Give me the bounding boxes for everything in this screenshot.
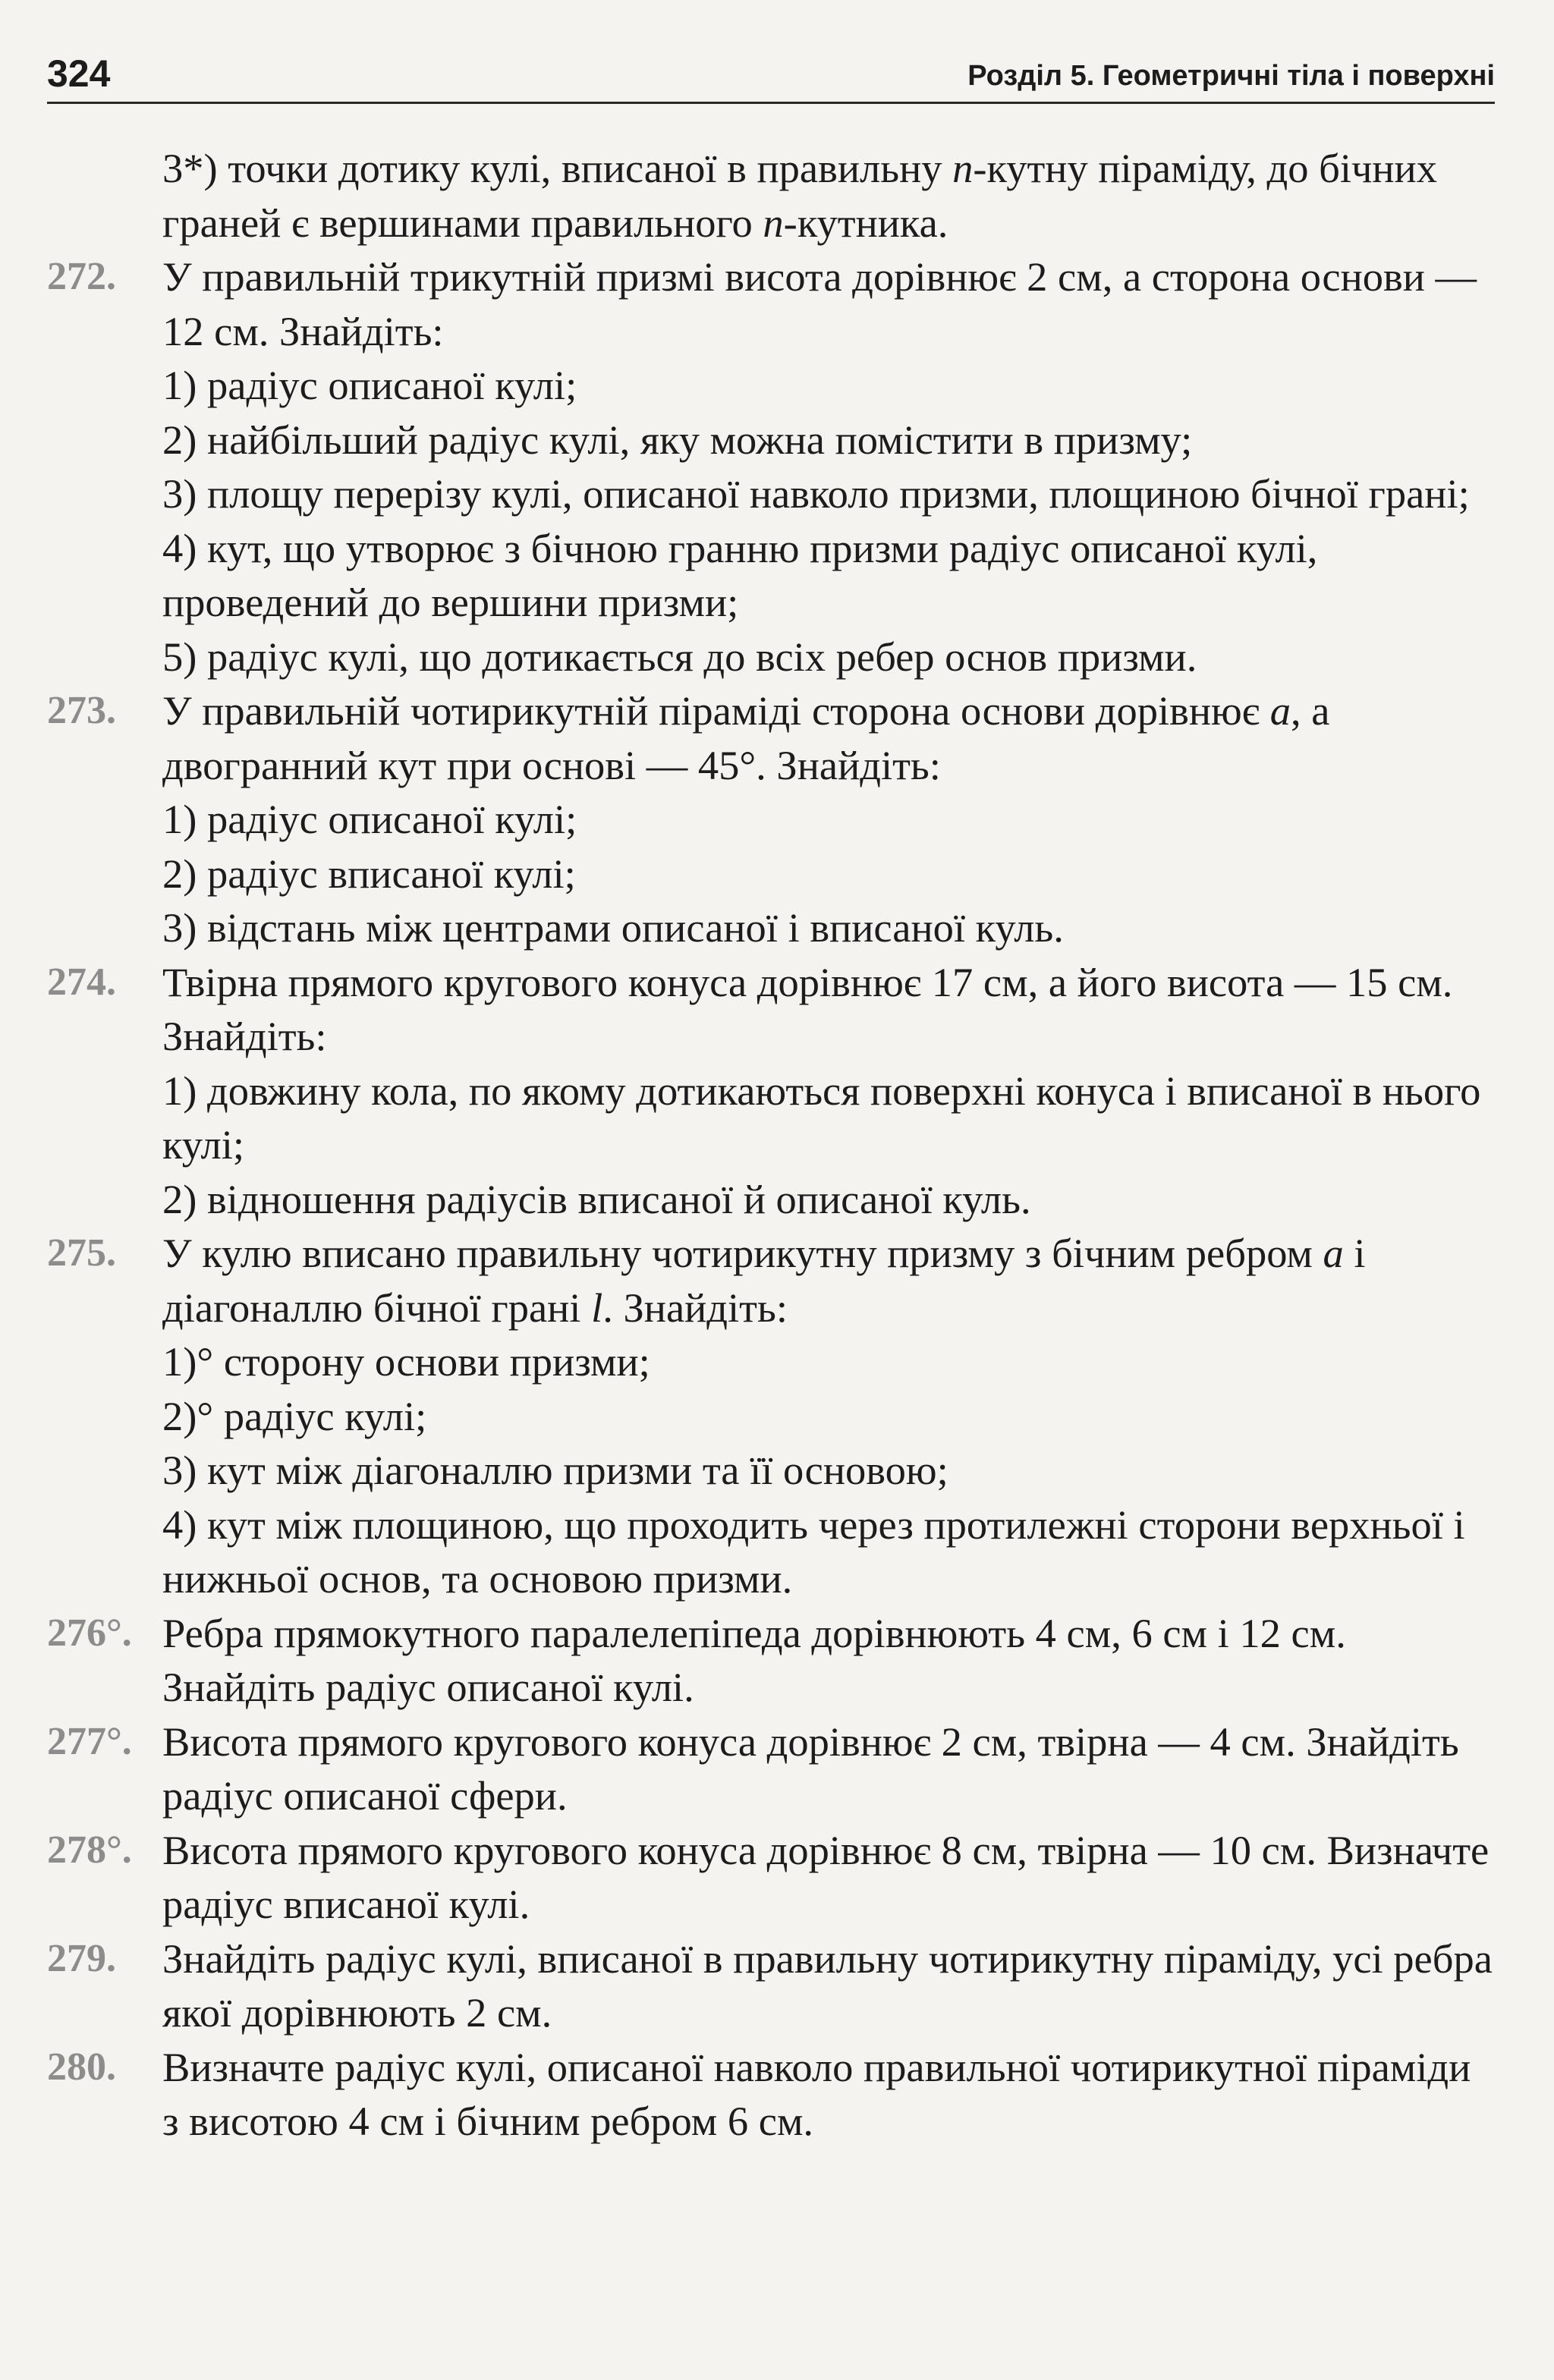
subtask-item: 3) відстань між центрами описаної і вписаної куль. [162, 904, 1064, 951]
subtask-item: 1) радіус описаної кулі; [162, 796, 577, 842]
problem-statement: У кулю вписано правильну чотирикутну призму з бічним ребром a і діагоналлю бічної грані l. Знайдіть: [162, 1230, 1366, 1331]
subtask-item: 3) площу перерізу кулі, описаної навколо призми, площиною бічної грані; [162, 470, 1470, 517]
running-title: Розділ 5. Геометричні тіла і поверхні [967, 60, 1495, 92]
problem-number: 278°. [47, 1828, 132, 1872]
subtask-item: 4) кут між площиною, що проходить через протилежні сторони верхньої і нижньої основ, та основою призми. [162, 1501, 1465, 1602]
problem [47, 955, 1495, 1227]
header-divider [47, 102, 1495, 104]
problem-statement: У правильній трикутній призмі висота дорівнює 2 см, а сторона основи — 12 см. Знайдіть: [162, 253, 1477, 354]
subtask-item: 4) кут, що утворює з бічною гранню призми радіус описаної кулі, проведений до вершини призми; [162, 524, 1318, 625]
subtask-item: 1) радіус описаної кулі; [162, 362, 577, 408]
problem-number: 279. [47, 1936, 116, 1980]
problem-number: 275. [47, 1231, 116, 1275]
subtask-item: 1)° сторону основи призми; [162, 1338, 650, 1385]
problem-number: 273. [47, 689, 116, 732]
problem [47, 2040, 1495, 2149]
problem-statement: Висота прямого кругового конуса дорівнює 8 см, твірна — 10 см. Визначте радіус вписаної кулі. [162, 1826, 1490, 1927]
problem [47, 1932, 1495, 2040]
subtask-item: 2)° радіус кулі; [162, 1392, 427, 1439]
subtask-item: 2) відношення радіусів вписаної й описаної куль. [162, 1175, 1031, 1222]
problem-statement: Твірна прямого кругового конуса дорівнює 17 см, а його висота — 15 см. Знайдіть: [162, 958, 1453, 1059]
problem-statement: Ребра прямокутного паралелепіпеда дорівнюють 4 см, 6 см і 12 см. Знайдіть радіус описаної кулі. [162, 1609, 1346, 1710]
problem-number: 272. [47, 255, 116, 298]
subtask-item: 5) радіус кулі, що дотикається до всіх ребер основ призми. [162, 633, 1197, 680]
problem-statement: Знайдіть радіус кулі, вписаної в правильну чотирикутну піраміду, усі ребра якої дорівнюють 2 см. [162, 1935, 1493, 2036]
problem-number: 280. [47, 2045, 116, 2089]
problem [47, 684, 1495, 955]
page-content [47, 141, 1495, 2149]
subtask-item: 1) довжину кола, по якому дотикаються поверхні конуса і вписаної в нього кулі; [162, 1067, 1481, 1168]
page-header [47, 47, 1495, 100]
problem [47, 1715, 1495, 1823]
problem-statement: У правильній чотирикутній піраміді сторона основи дорівнює a, а двогранний кут при основі — 45°. Знайдіть: [162, 687, 1330, 788]
subtask-item: 3) кут між діагоналлю призми та її основою; [162, 1447, 948, 1493]
continuation-item [47, 141, 1495, 250]
problem [47, 1226, 1495, 1606]
continuation-text: 3*) точки дотику кулі, вписаної в правильну n-кутну піраміду, до бічних граней є вершинами правильного n-кутника. [162, 145, 1437, 246]
problem-statement: Висота прямого кругового конуса дорівнює 2 см, твірна — 4 см. Знайдіть радіус описаної сфери. [162, 1718, 1459, 1819]
problem-number: 274. [47, 960, 116, 1004]
problem [47, 1606, 1495, 1715]
problem-number: 277°. [47, 1719, 132, 1763]
problem-number: 276°. [47, 1611, 132, 1655]
subtask-item: 2) найбільший радіус кулі, яку можна помістити в призму; [162, 416, 1193, 463]
subtask-item: 2) радіус вписаної кулі; [162, 850, 576, 897]
problem [47, 1823, 1495, 1932]
problem-statement: Визначте радіус кулі, описаної навколо правильної чотирикутної піраміди з висотою 4 см і бічним ребром 6 см. [162, 2043, 1471, 2144]
problem [47, 250, 1495, 684]
page-number: 324 [47, 52, 111, 95]
